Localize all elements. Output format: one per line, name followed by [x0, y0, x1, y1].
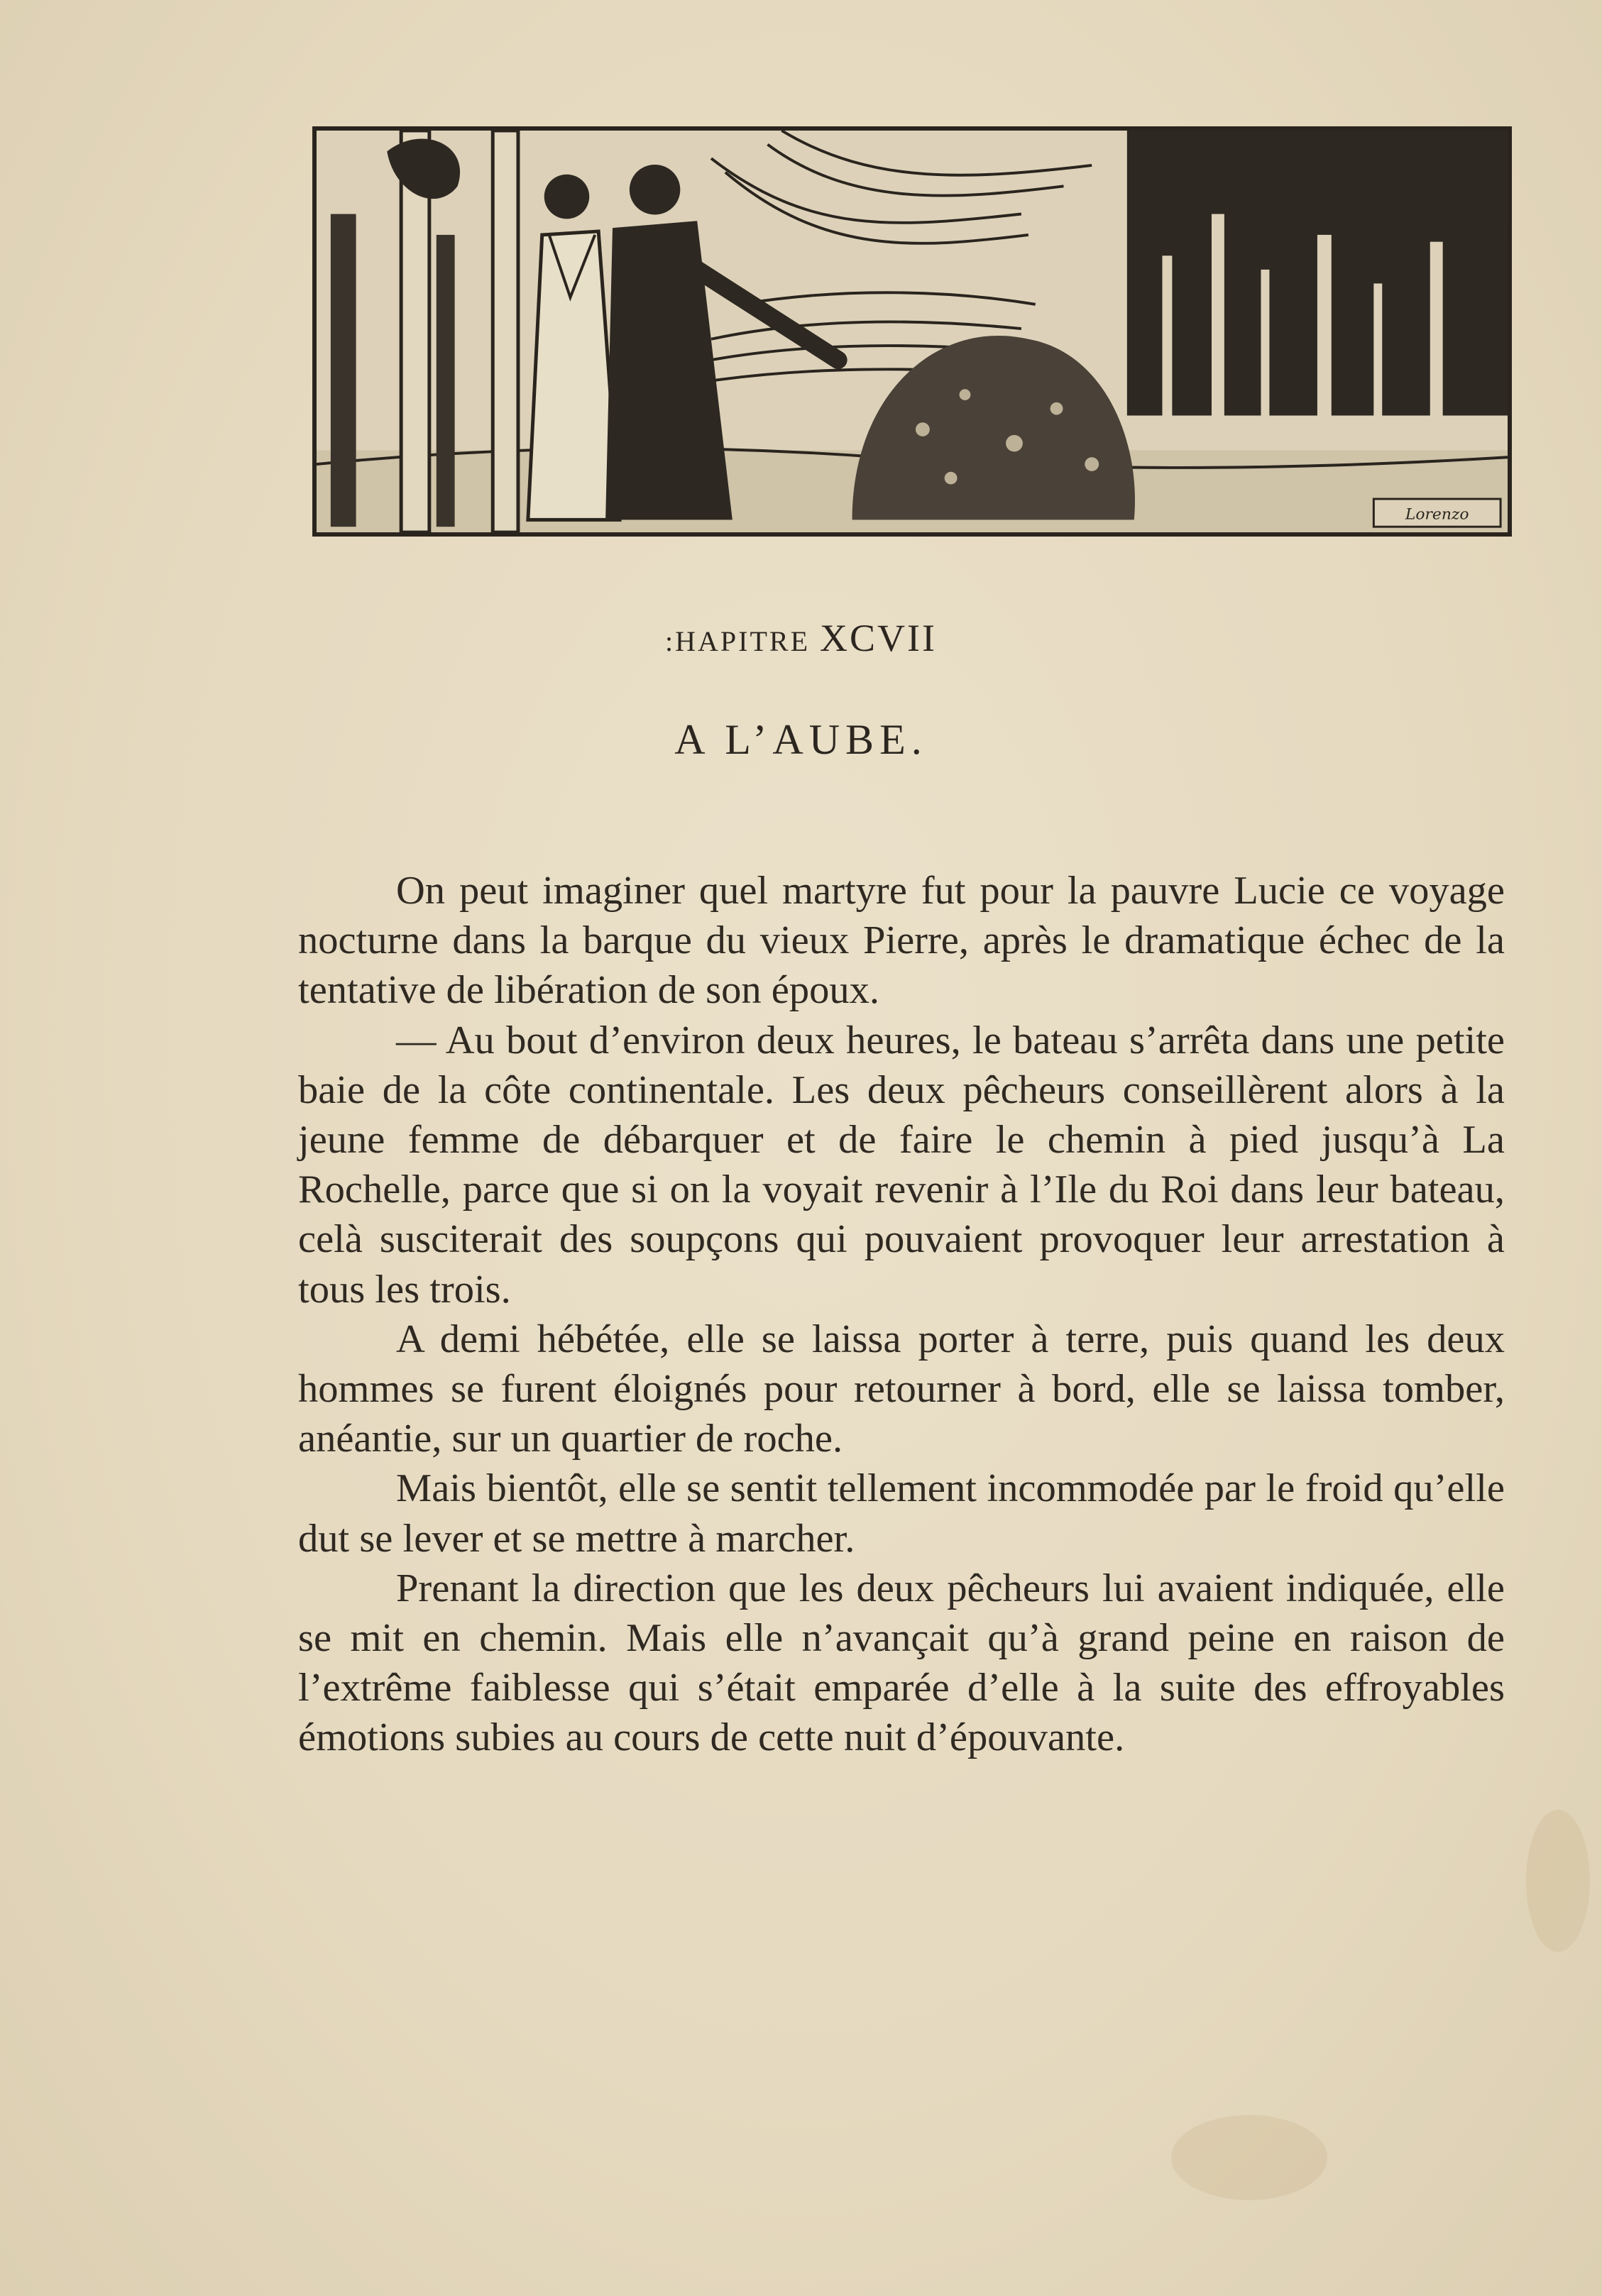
chapter-label: :HAPITRE: [665, 625, 810, 657]
paragraph: — Au bout d’environ deux heures, le bateau s’arrêta dans une petite baie de la côte continentale. Les deux pêcheurs conseillèrent alors à la jeune femme de débarquer et de faire le chemin à pied jusqu’à La Rochelle, parce que si on la voyait revenir à l’Ile du Roi dans leur bateau, celà susciterait des soupçons qui pouvaient provoquer leur arrestation à tous les trois.: [298, 1018, 1505, 1312]
paragraph: On peut imaginer quel martyre fut pour la pauvre Lucie ce voyage nocturne dans la barque du vieux Pierre, après le dramatique échec de la tentative de libération de son époux.: [298, 869, 1505, 1013]
chapter-body: [298, 866, 1505, 1763]
woman-figure: [528, 175, 620, 520]
chapter-title: A L’AUBE.: [674, 716, 928, 763]
chapter-heading: [0, 616, 1602, 660]
paragraph: A demi hébétée, elle se laissa porter à terre, puis quand les deux hommes se furent éloignés pour retourner à bord, elle se laissa tomber, anéantie, sur un quartier de roche.: [298, 1317, 1505, 1461]
chapter-illustration: [312, 126, 1512, 537]
paragraph: Prenant la direction que les deux pêcheurs lui avaient indiquée, elle se mit en chemin. Mais elle n’avançait qu’à grand peine en raison de l’extrême faiblesse qui s’était emparée d’elle à la suite des effroyables émotions subies au cours de cette nuit d’épouvante.: [298, 1566, 1505, 1760]
chapter-number: XCVII: [820, 617, 937, 659]
paragraph: Mais bientôt, elle se sentit tellement incommodée par le froid qu’elle dut se lever et se mettre à marcher.: [298, 1466, 1505, 1561]
artist-signature: Lorenzo: [1405, 505, 1469, 524]
paper-stain: [1526, 1810, 1590, 1952]
couple-landscape-engraving-icon: [317, 131, 1508, 532]
bush: [852, 336, 1135, 520]
paper-stain: [1171, 2115, 1327, 2200]
